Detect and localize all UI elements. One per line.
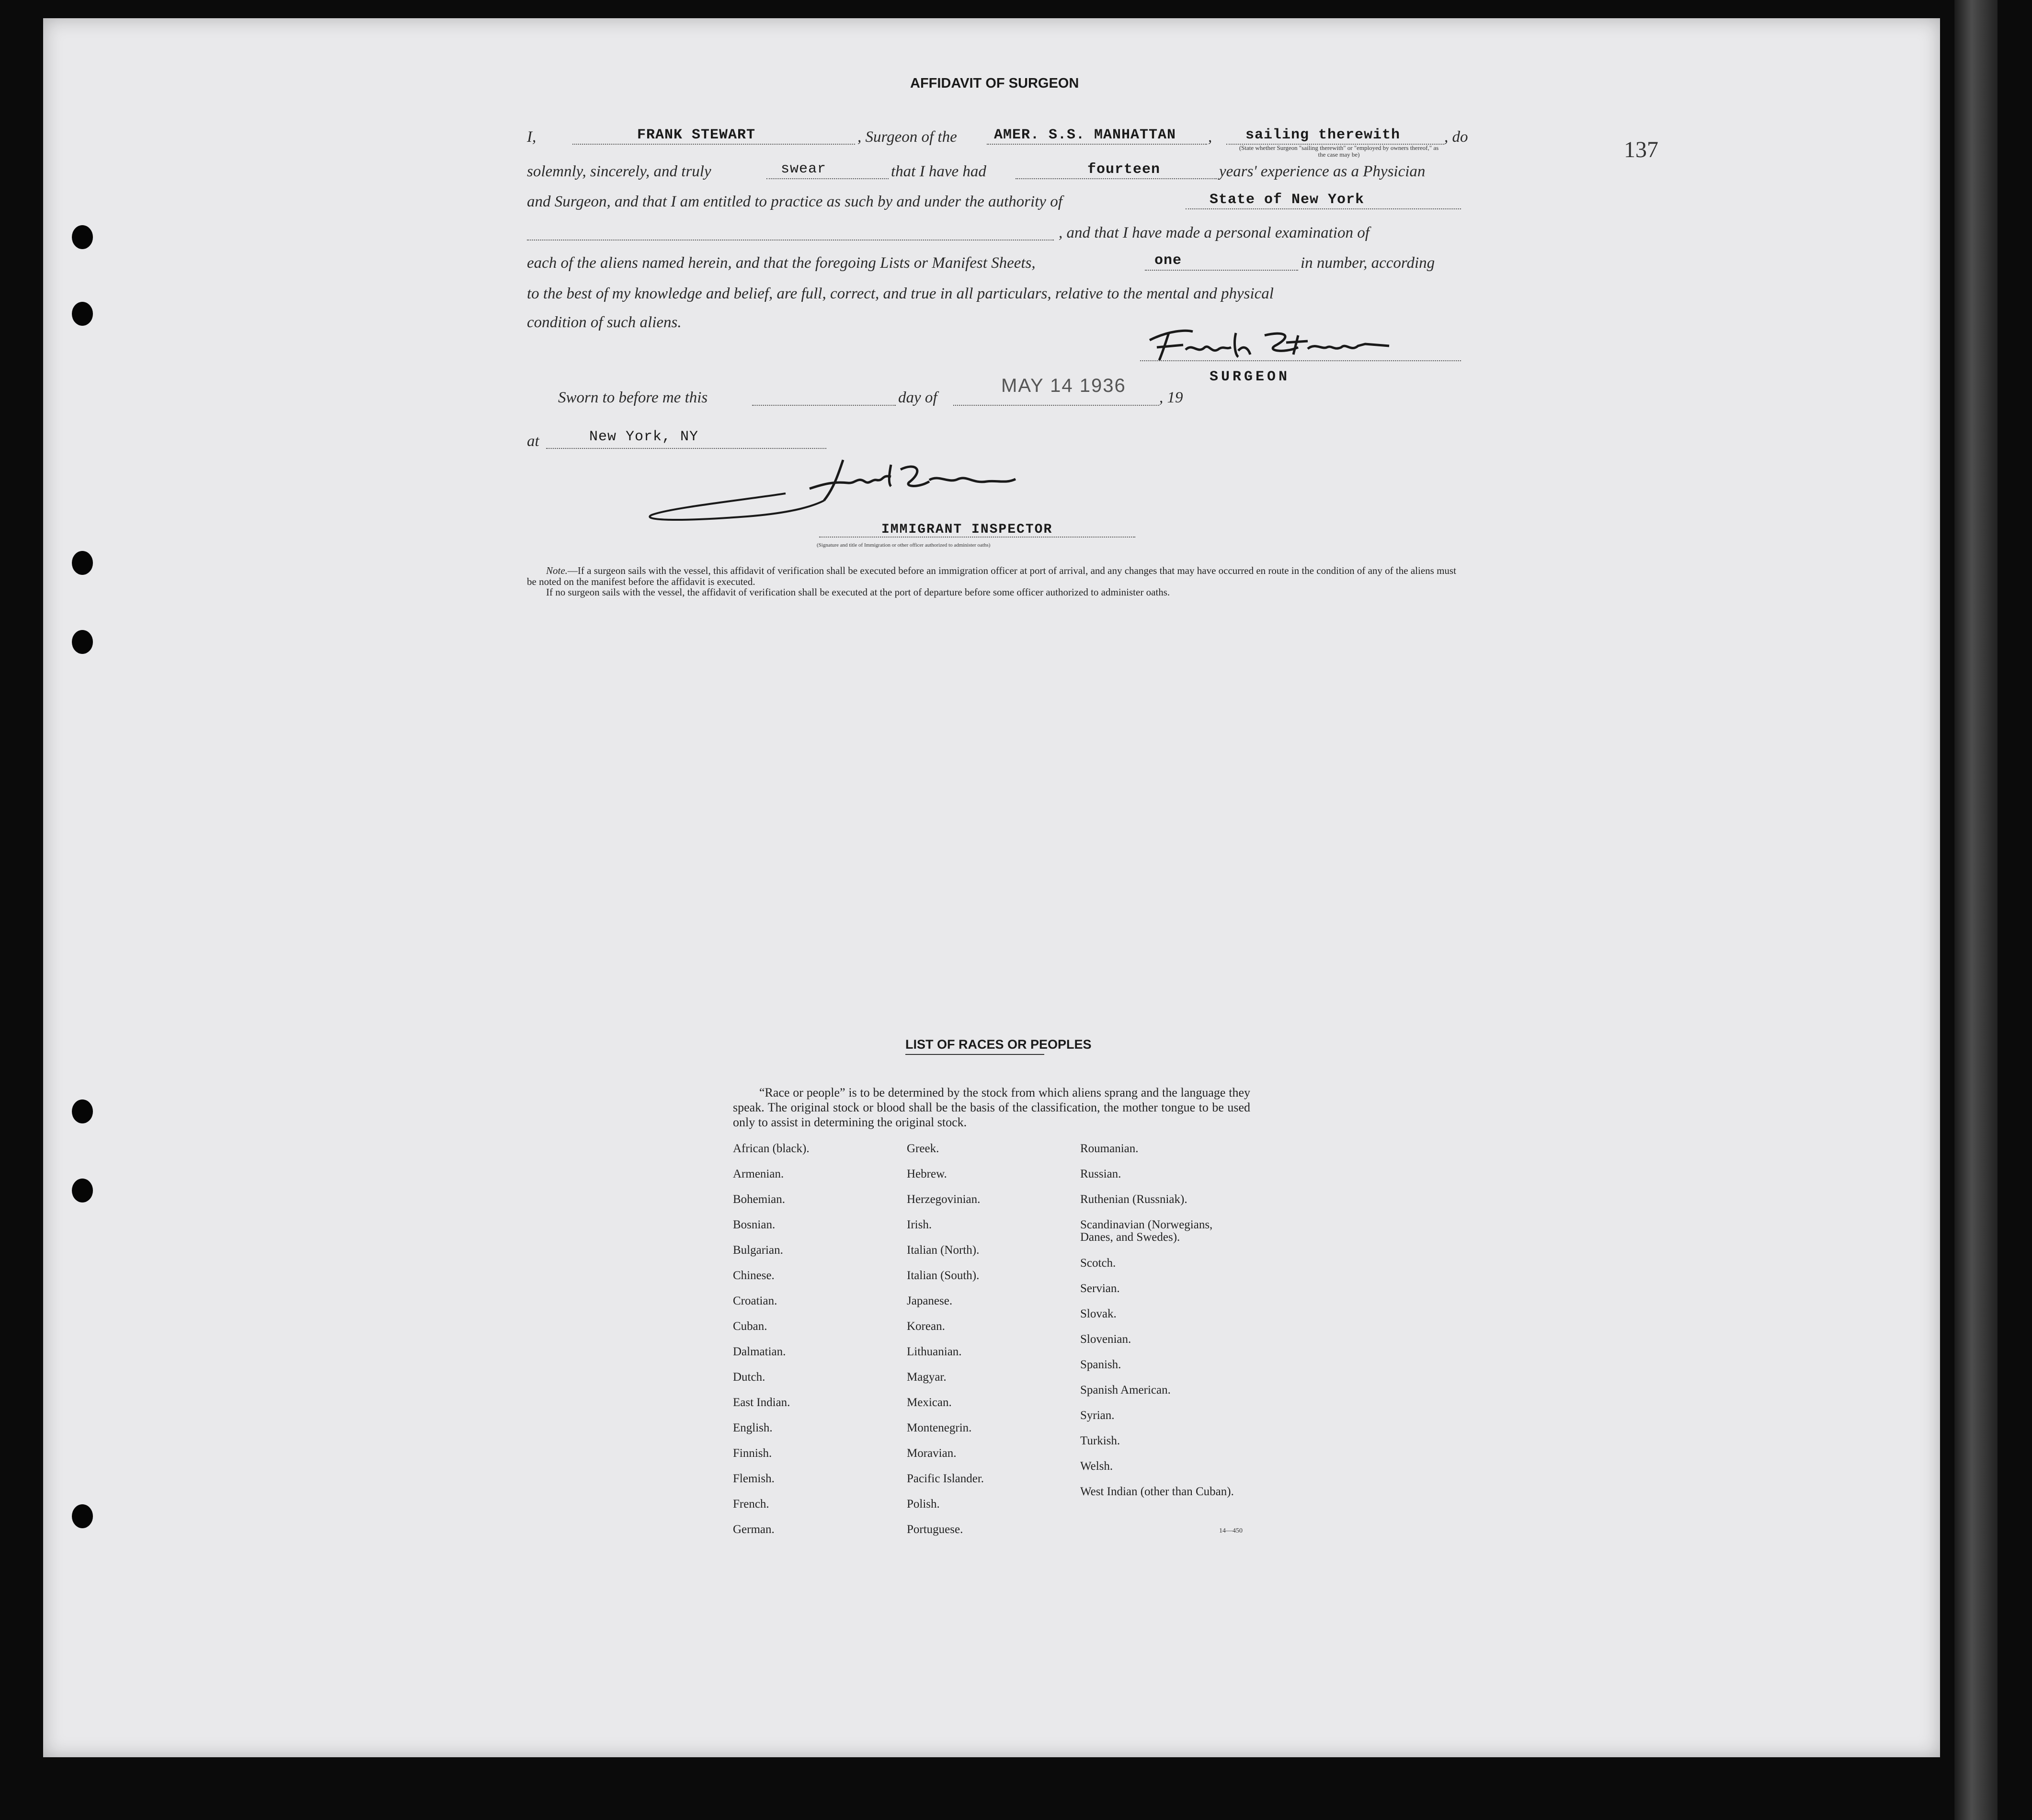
- race-item: Syrian.: [1080, 1409, 1115, 1422]
- line4-suffix: , and that I have made a personal examination of: [1059, 224, 1370, 241]
- binder-hole: [72, 1179, 93, 1202]
- race-item: Korean.: [907, 1320, 945, 1333]
- surgeon-label: SURGEON: [1210, 369, 1290, 385]
- surgeon-signature-line: [1140, 360, 1461, 361]
- race-item: Armenian.: [733, 1168, 784, 1180]
- race-item: Bulgarian.: [733, 1244, 783, 1257]
- binder-hole: [72, 1504, 93, 1528]
- line3-prefix: and Surgeon, and that I am entitled to practice as such by and under the authority of: [527, 193, 1062, 210]
- race-item: Hebrew.: [907, 1168, 947, 1180]
- years-line: [1016, 178, 1217, 179]
- note-text-1: —If a surgeon sails with the vessel, this affidavit of verification shall be executed before an immigration officer at port of arrival, and any changes that may have occurred en route in the condition of any of the aliens must be noted on the manifest before the affidavit is executed.: [527, 565, 1456, 587]
- vessel-line: [987, 144, 1207, 145]
- at-label: at: [527, 433, 539, 450]
- line1-prefix: I,: [527, 128, 537, 146]
- binder-hole: [72, 1099, 93, 1123]
- line1-suffix: , do: [1444, 128, 1468, 146]
- line2-prefix: solemnly, sincerely, and truly: [527, 163, 711, 180]
- race-item: Portuguese.: [907, 1523, 963, 1536]
- race-item: Moravian.: [907, 1447, 957, 1460]
- race-item: Welsh.: [1080, 1460, 1113, 1473]
- race-item: Slovak.: [1080, 1307, 1117, 1320]
- page-number: 137: [1624, 137, 1658, 162]
- binder-hole: [72, 551, 93, 575]
- affidavit-title: AFFIDAVIT OF SURGEON: [910, 76, 1079, 91]
- binder-hole: [72, 630, 93, 654]
- line1-mid: , Surgeon of the: [857, 128, 957, 146]
- sworn-prefix: Sworn to before me this: [558, 389, 708, 406]
- race-item: Spanish.: [1080, 1358, 1121, 1371]
- date-stamp: MAY 14 1936: [1001, 375, 1126, 396]
- sheets-line: [1145, 270, 1298, 271]
- years-value: fourteen: [1087, 161, 1161, 178]
- race-item: Slovenian.: [1080, 1333, 1131, 1346]
- race-item: Flemish.: [733, 1472, 775, 1485]
- race-item: German.: [733, 1523, 775, 1536]
- sailing-status: sailing therewith: [1245, 127, 1401, 143]
- authority-value: State of New York: [1210, 192, 1365, 208]
- races-intro: “Race or people” is to be determined by the stock from which aliens sprang and the language they speak. The original stock or blood shall be the basis of the classification, the mother tongue to be used only to assist in determining the original stock.: [733, 1086, 1250, 1129]
- race-item: Dutch.: [733, 1371, 765, 1384]
- race-item: Italian (South).: [907, 1269, 980, 1282]
- race-item: Finnish.: [733, 1447, 772, 1460]
- races-column-2: [907, 1143, 984, 1549]
- race-item: Irish.: [907, 1218, 932, 1231]
- sworn-day-line: [752, 405, 896, 406]
- status-note: (State whether Surgeon "sailing therewith" or "employed by owners thereof," as the case may be): [1239, 144, 1439, 158]
- location-value: New York, NY: [589, 429, 699, 445]
- note-text-2: If no surgeon sails with the vessel, the affidavit of verification shall be executed at the port of departure before some officer authorized to administer oaths.: [546, 586, 1170, 598]
- race-item: Servian.: [1080, 1282, 1120, 1295]
- races-column-1: [733, 1143, 810, 1549]
- race-item: East Indian.: [733, 1396, 790, 1409]
- document-sheet: [43, 18, 1940, 1757]
- race-item: Herzegovinian.: [907, 1193, 981, 1206]
- race-item: Scotch.: [1080, 1257, 1116, 1270]
- affidavit-note: [527, 565, 1466, 587]
- line5-prefix: each of the aliens named herein, and that the foregoing Lists or Manifest Sheets,: [527, 254, 1036, 272]
- line2-suffix: years' experience as a Physician: [1219, 163, 1426, 180]
- race-item: English.: [733, 1421, 773, 1434]
- race-item: Polish.: [907, 1498, 940, 1511]
- line1-comma: ,: [1208, 128, 1212, 146]
- form-code: 14—450: [1219, 1527, 1243, 1534]
- line5-suffix: in number, according: [1301, 254, 1435, 272]
- inspector-title: IMMIGRANT INSPECTOR: [881, 522, 1053, 537]
- oath-line: [766, 178, 889, 179]
- race-item: Chinese.: [733, 1269, 775, 1282]
- race-item: Japanese.: [907, 1294, 953, 1307]
- sheets-value: one: [1154, 252, 1182, 269]
- race-item: Cuban.: [733, 1320, 767, 1333]
- race-item: Bosnian.: [733, 1218, 776, 1231]
- oath-word: swear: [781, 161, 827, 177]
- races-title-underline: [905, 1054, 1044, 1055]
- race-item: Lithuanian.: [907, 1345, 962, 1358]
- race-item: Mexican.: [907, 1396, 952, 1409]
- authority-line: [1186, 208, 1461, 209]
- race-item: Italian (North).: [907, 1244, 980, 1257]
- inspector-note: (Signature and title of Immigration or other officer authorized to administer oaths): [817, 542, 991, 548]
- binder-hole: [72, 302, 93, 326]
- vessel-name: AMER. S.S. MANHATTAN: [994, 127, 1176, 143]
- location-line: [546, 448, 826, 449]
- race-item: French.: [733, 1498, 769, 1511]
- name-line: [572, 144, 855, 145]
- inspector-signature: [642, 455, 1092, 532]
- race-item: Turkish.: [1080, 1434, 1120, 1447]
- line7: condition of such aliens.: [527, 314, 682, 331]
- adjacent-page-edge: [1954, 0, 1998, 1820]
- race-item: West Indian (other than Cuban).: [1080, 1485, 1234, 1498]
- surgeon-signature: [1140, 321, 1394, 364]
- race-item: Pacific Islander.: [907, 1472, 984, 1485]
- race-item: African (black).: [733, 1142, 810, 1155]
- race-item: Greek.: [907, 1142, 939, 1155]
- race-item: Scandinavian (Norwegians, Danes, and Swedes).: [1080, 1218, 1213, 1244]
- sworn-month-line: [953, 405, 1159, 406]
- surgeon-name: FRANK STEWART: [637, 127, 756, 143]
- race-item: Magyar.: [907, 1371, 947, 1384]
- sworn-day-label: day of: [898, 389, 937, 406]
- binder-hole: [72, 225, 93, 249]
- race-item: Bohemian.: [733, 1193, 786, 1206]
- race-item: Montenegrin.: [907, 1421, 972, 1434]
- note-label: Note.: [546, 565, 568, 576]
- race-item: Dalmatian.: [733, 1345, 786, 1358]
- line6: to the best of my knowledge and belief, are full, correct, and true in all particulars, relative to the mental and physical: [527, 285, 1274, 302]
- race-item: Spanish American.: [1080, 1384, 1171, 1396]
- races-column-3: [1080, 1143, 1238, 1511]
- race-item: Russian.: [1080, 1168, 1121, 1180]
- race-item: Ruthenian (Russniak).: [1080, 1193, 1187, 1206]
- races-title: LIST OF RACES OR PEOPLES: [905, 1037, 1092, 1052]
- race-item: Croatian.: [733, 1294, 777, 1307]
- sworn-year-prefix: , 19: [1159, 389, 1183, 406]
- line2-mid: that I have had: [891, 163, 986, 180]
- race-item: Roumanian.: [1080, 1142, 1139, 1155]
